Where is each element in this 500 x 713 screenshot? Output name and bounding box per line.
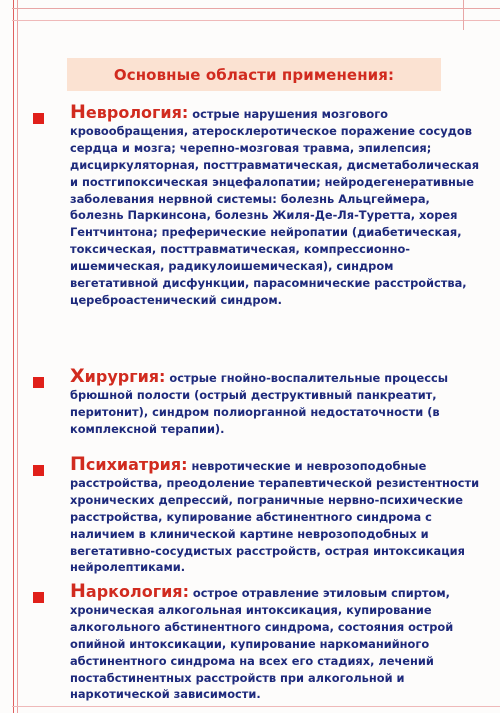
section-heading: Неврология: [70, 101, 189, 123]
section-surgery [70, 365, 482, 438]
section-text: невротические и неврозоподобные расстройства, преодоление терапевтической резистентности хронических депрессий, пограничные нервно-психические расстройства, купирование абстинентного синдрома с наличием в клинической картине неврозоподобных и вегетативно-сосудистых расстройств, острая интоксикация нейролептиками. [70, 459, 480, 575]
section-body [70, 101, 482, 309]
frame-line-left-inner [17, 0, 18, 713]
section-text: острые нарушения мозгового кровообращения, атеросклеротическое поражение сосудов сердца и мозга; черепно-мозговая травма, эпилепсия; дисциркуляторная, посттравматическая, дисметаболическая и постгипоксическая энцефалопатии; нейродегенеративные заболевания нервной системы: болезнь Альцгеймера, болезнь Паркинсона, болезнь Жиля-Де-Ля-Туретта, хорея Гентчинтона; преферические нейропатии (диабетическая, токсическая, посттравматическая, компрессионно-ишемическая, радикулоишемическая), синдром вегетативной дисфункции, парасомнические расстройства, цереброастенический синдром. [70, 107, 480, 307]
section-text: острое отравление этиловым спиртом, хроническая алкогольная интоксикация, купирование алкогольного абстинентного синдрома, состояния острой опийной интоксикации, купирование наркоманийного абстинентного синдрома на всех его стадиях, лечений постабстинентных расстройств при алкогольной и наркотической зависимости. [70, 586, 454, 702]
frame-line-bottom [12, 706, 500, 707]
section-text: острые гнойно-воспалительные процессы брюшной полости (острый деструктивный панкреатит, перитонит), синдром полиорганной недостаточности (в комплексной терапии). [70, 371, 449, 436]
section-narcology [70, 580, 482, 703]
section-body [70, 580, 482, 703]
section-psychiatry [70, 453, 482, 576]
section-body [70, 453, 482, 576]
section-heading: Хирургия: [70, 365, 166, 387]
frame-line-top-1 [12, 8, 500, 9]
section-bullet-neurology [33, 113, 44, 124]
section-body [70, 365, 482, 438]
section-neurology [70, 101, 482, 309]
section-bullet-narcology [33, 592, 44, 603]
frame-line-top-2 [12, 20, 500, 21]
section-heading: Психиатрия: [70, 453, 188, 475]
frame-tick-right [463, 0, 464, 30]
section-bullet-surgery [33, 377, 44, 388]
section-bullet-psychiatry [33, 465, 44, 476]
page-title: Основные области применения: [113, 65, 395, 84]
title-banner [67, 58, 441, 91]
section-heading: Наркология: [70, 580, 189, 602]
frame-line-left [13, 0, 14, 713]
